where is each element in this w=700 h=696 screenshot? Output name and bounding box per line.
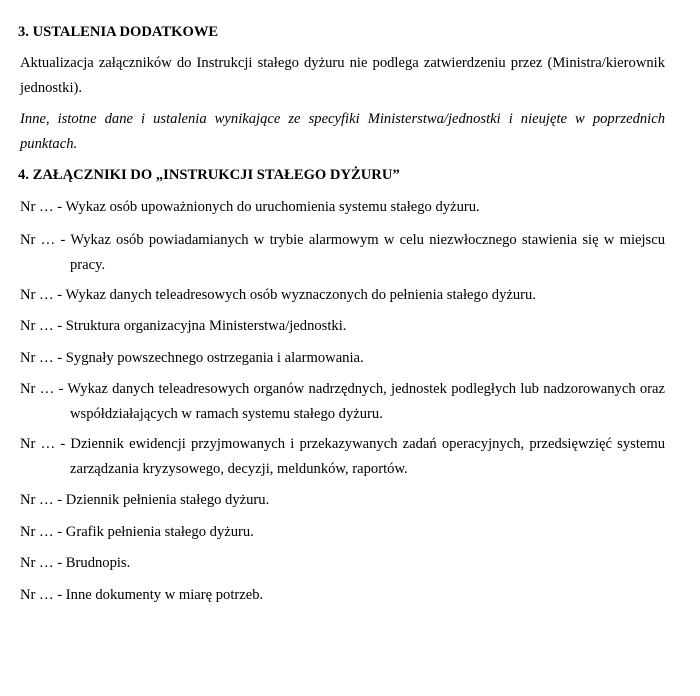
attachment-item [20,488,665,513]
attachment-item [20,432,665,482]
attachment-item-text: Nr … - Brudnopis. [20,555,131,571]
attachment-item-continuation: zarządzania kryzysowego, decyzji, meldunków, raportów. [70,461,408,477]
section-3-paragraph-1: Aktualizacja załączników do Instrukcji stałego dyżuru nie podlega zatwierdzeniu przez (Ministra/kierownik jednostki). [20,55,665,96]
attachment-item [20,314,665,339]
attachment-item-text: Nr … - Sygnały powszechnego ostrzegania i alarmowania. [20,350,364,366]
attachment-item-text: Nr … - Inne dokumenty w miarę potrzeb. [20,587,264,603]
attachment-item [20,228,665,278]
section-3-paragraph-2: Inne, istotne dane i ustalenia wynikające ze specyfiki Ministerstwa/jednostki i nieujęte w poprzednich punktach. [20,111,665,152]
attachment-item [20,551,665,576]
attachment-item [20,583,665,608]
section-4-heading: 4. ZAŁĄCZNIKI DO „INSTRUKCJI STAŁEGO DYŻURU” [18,167,400,183]
attachment-item [20,377,665,427]
attachment-item [20,520,665,545]
attachment-item-text: Nr … - Struktura organizacyjna Ministerstwa/jednostki. [20,318,347,334]
attachment-item [20,195,665,220]
attachment-item-text: Nr … - Grafik pełnienia stałego dyżuru. [20,524,254,540]
attachment-item-continuation: pracy. [70,257,106,273]
attachment-item-continuation: współdziałających w ramach systemu stałego dyżuru. [70,406,383,422]
attachment-item-text: Nr … - Dziennik pełnienia stałego dyżuru. [20,492,270,508]
attachment-item [20,346,665,371]
attachment-item-text: Nr … - Dziennik ewidencji przyjmowanych i przekazywanych zadań operacyjnych, przedsięwzięć systemu [20,436,665,452]
attachment-item-text: Nr … - Wykaz danych teleadresowych osób wyznaczonych do pełnienia stałego dyżuru. [20,287,536,303]
attachment-item-text: Nr … - Wykaz osób upoważnionych do uruchomienia systemu stałego dyżuru. [20,199,480,215]
attachment-item-text: Nr … - Wykaz osób powiadamianych w trybie alarmowym w celu niezwłocznego stawienia się w miejscu [20,232,665,248]
attachment-item-text: Nr … - Wykaz danych teleadresowych organów nadrzędnych, jednostek podległych lub nadzorowanych oraz [20,381,665,397]
section-3-heading: 3. USTALENIA DODATKOWE [18,24,219,40]
attachment-item [20,283,665,308]
